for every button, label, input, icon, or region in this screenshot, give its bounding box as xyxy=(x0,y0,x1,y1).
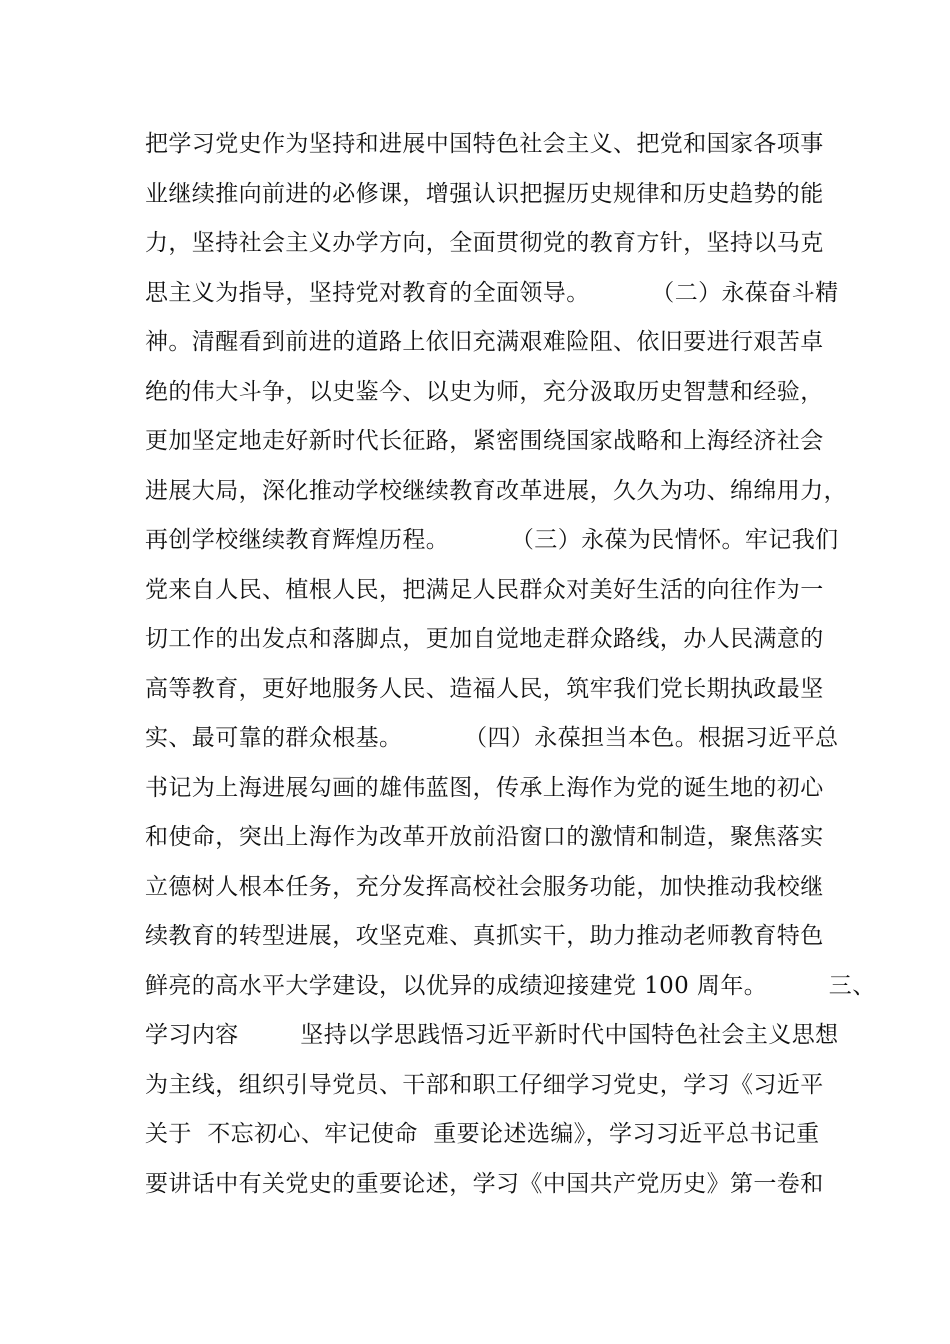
text-line: 切工作的出发点和落脚点，更加自觉地走群众路线，办人民满意的 xyxy=(145,626,824,652)
text-line: 实、最可靠的群众根基。 （四）永葆担当本色。根据习近平总 xyxy=(145,725,839,751)
text-line: 党来自人民、植根人民，把满足人民群众对美好生活的向往作为一 xyxy=(145,576,824,603)
text-line: 续教育的转型进展，攻坚克难、真抓实干，助力推动老师教育特色 xyxy=(145,923,824,949)
text-line: 更加坚定地走好新时代长征路，紧密围绕国家战略和上海经济社会 xyxy=(145,428,824,454)
text-line: 绝的伟大斗争，以史鉴今、以史为师，充分汲取历史智慧和经验， xyxy=(145,378,824,405)
text-line: 为主线，组织引导党员、干部和职工仔细学习党史，学习《习近平 xyxy=(145,1071,824,1098)
text-line: 高等教育，更好地服务人民、造福人民，筑牢我们党长期执政最坚 xyxy=(145,675,824,702)
text-line: 业继续推向前进的必修课，增强认识把握历史规律和历史趋势的能 xyxy=(145,180,824,207)
text-line: 思主义为指导，坚持党对教育的全面领导。 （二）永葆奋斗精 xyxy=(145,279,839,306)
text-line: 再创学校继续教育辉煌历程。 （三）永葆为民情怀。牢记我们 xyxy=(145,527,839,553)
text-line: 进展大局，深化推动学校继续教育改革进展，久久为功、绵绵用力， xyxy=(145,477,847,504)
text-line: 神。清醒看到前进的道路上依旧充满艰难险阻、依旧要进行艰苦卓 xyxy=(145,329,824,355)
text-line: 立德树人根本任务，充分发挥高校社会服务功能，加快推动我校继 xyxy=(145,873,824,900)
text-line: 要讲话中有关党史的重要论述，学习《中国共产党历史》第一卷和 xyxy=(145,1170,824,1197)
text-line: 鲜亮的高水平大学建设，以优异的成绩迎接建党 100 周年。 三、 xyxy=(145,972,876,999)
text-line: 把学习党史作为坚持和进展中国特色社会主义、把党和国家各项事 xyxy=(145,131,824,157)
text-line: 关于 不忘初心、牢记使命 重要论述选编》，学习习近平总书记重 xyxy=(145,1121,820,1147)
text-line: 力，坚持社会主义办学方向，全面贯彻党的教育方针，坚持以马克 xyxy=(145,230,824,256)
text-line: 学习内容 坚持以学思践悟习近平新时代中国特色社会主义思想 xyxy=(145,1022,839,1048)
text-line: 书记为上海进展勾画的雄伟蓝图，传承上海作为党的诞生地的初心 xyxy=(145,774,824,801)
text-line: 和使命，突出上海作为改革开放前沿窗口的激情和制造，聚焦落实 xyxy=(145,824,824,850)
